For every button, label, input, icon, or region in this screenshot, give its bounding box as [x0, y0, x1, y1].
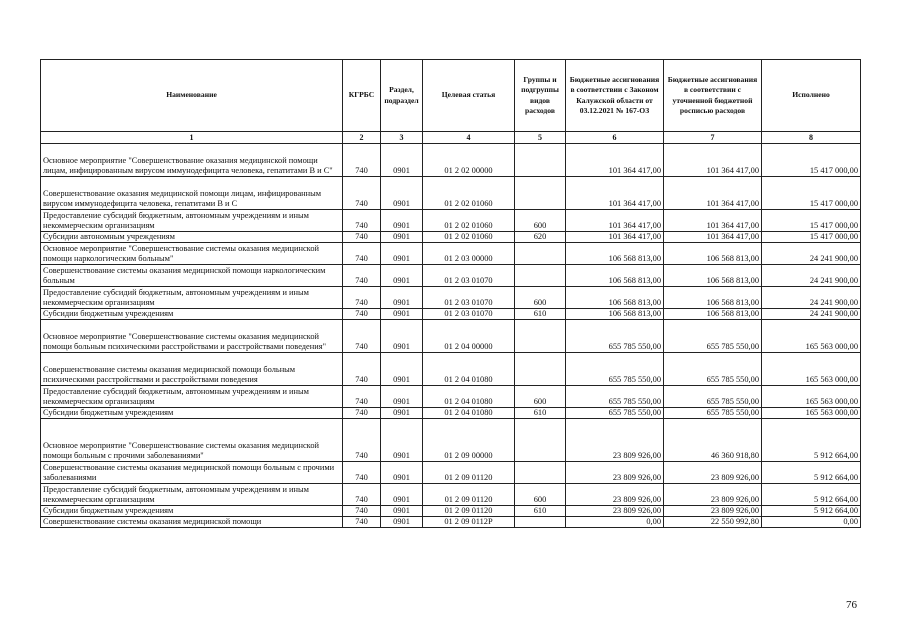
row-expense-group: 610 [515, 506, 566, 517]
row-plan-amount: 106 568 813,00 [664, 243, 762, 265]
row-kgrbs: 740 [343, 309, 381, 320]
row-expense-group [515, 320, 566, 353]
row-name: Субсидии бюджетным учреждениям [41, 408, 343, 419]
row-target-article: 01 2 02 01060 [423, 177, 515, 210]
row-plan-amount: 101 364 417,00 [664, 144, 762, 177]
row-name: Совершенствование оказания медицинской помощи лицам, инфицированным вирусом иммунодефицита человека, гепатитами В и С [41, 177, 343, 210]
row-executed-amount: 165 563 000,00 [762, 353, 861, 386]
row-section: 0901 [381, 517, 423, 528]
row-name: Предоставление субсидий бюджетным, автономным учреждениям и иным некоммерческим организациям [41, 210, 343, 232]
row-plan-amount: 23 809 926,00 [664, 484, 762, 506]
row-section: 0901 [381, 484, 423, 506]
row-law-amount: 106 568 813,00 [566, 287, 664, 309]
row-executed-amount: 15 417 000,00 [762, 210, 861, 232]
row-plan-amount: 23 809 926,00 [664, 506, 762, 517]
row-target-article: 01 2 04 01080 [423, 408, 515, 419]
row-executed-amount: 5 912 664,00 [762, 462, 861, 484]
row-expense-group: 600 [515, 287, 566, 309]
row-target-article: 01 2 09 01120 [423, 506, 515, 517]
table-row [41, 353, 861, 386]
row-target-article: 01 2 03 01070 [423, 265, 515, 287]
row-kgrbs: 740 [343, 287, 381, 309]
row-target-article: 01 2 09 01120 [423, 484, 515, 506]
row-plan-amount: 655 785 550,00 [664, 408, 762, 419]
row-law-amount: 23 809 926,00 [566, 419, 664, 462]
column-number: 4 [423, 132, 515, 144]
header-name: Наименование [41, 60, 343, 132]
row-section: 0901 [381, 320, 423, 353]
row-expense-group: 600 [515, 484, 566, 506]
row-law-amount: 23 809 926,00 [566, 506, 664, 517]
row-expense-group [515, 243, 566, 265]
header-section: Раздел, подраздел [381, 60, 423, 132]
row-section: 0901 [381, 419, 423, 462]
row-section: 0901 [381, 210, 423, 232]
row-expense-group: 610 [515, 309, 566, 320]
row-plan-amount: 106 568 813,00 [664, 265, 762, 287]
row-expense-group: 620 [515, 232, 566, 243]
table-row [41, 419, 861, 462]
column-number-row [41, 132, 861, 144]
header-refined-allocations: Бюджетные ассигнования в соответствии с уточненной бюджетной росписью расходов [664, 60, 762, 132]
row-target-article: 01 2 03 01070 [423, 309, 515, 320]
column-number: 6 [566, 132, 664, 144]
row-plan-amount: 106 568 813,00 [664, 309, 762, 320]
row-executed-amount: 15 417 000,00 [762, 232, 861, 243]
table-row [41, 287, 861, 309]
row-name: Предоставление субсидий бюджетным, автономным учреждениям и иным некоммерческим организациям [41, 386, 343, 408]
table-row [41, 210, 861, 232]
row-kgrbs: 740 [343, 419, 381, 462]
row-law-amount: 106 568 813,00 [566, 309, 664, 320]
row-expense-group [515, 144, 566, 177]
table-row [41, 309, 861, 320]
row-section: 0901 [381, 144, 423, 177]
row-executed-amount: 165 563 000,00 [762, 386, 861, 408]
row-kgrbs: 740 [343, 232, 381, 243]
row-expense-group [515, 265, 566, 287]
row-plan-amount: 106 568 813,00 [664, 287, 762, 309]
column-number: 3 [381, 132, 423, 144]
row-executed-amount: 5 912 664,00 [762, 484, 861, 506]
row-expense-group [515, 353, 566, 386]
row-expense-group [515, 517, 566, 528]
row-kgrbs: 740 [343, 177, 381, 210]
row-plan-amount: 655 785 550,00 [664, 386, 762, 408]
column-number: 7 [664, 132, 762, 144]
row-expense-group [515, 177, 566, 210]
budget-execution-table [40, 59, 861, 528]
row-kgrbs: 740 [343, 243, 381, 265]
row-executed-amount: 24 241 900,00 [762, 287, 861, 309]
row-kgrbs: 740 [343, 144, 381, 177]
row-name: Субсидии бюджетным учреждениям [41, 506, 343, 517]
row-target-article: 01 2 03 01070 [423, 287, 515, 309]
row-executed-amount: 24 241 900,00 [762, 243, 861, 265]
row-name: Основное мероприятие "Совершенствование системы оказания медицинской помощи больным с прочими заболеваниями" [41, 419, 343, 462]
header-kgrbs: КГРБС [343, 60, 381, 132]
row-expense-group: 600 [515, 210, 566, 232]
row-law-amount: 655 785 550,00 [566, 408, 664, 419]
table-row [41, 462, 861, 484]
row-target-article: 01 2 09 0112Р [423, 517, 515, 528]
table-row [41, 177, 861, 210]
row-section: 0901 [381, 353, 423, 386]
table-row [41, 386, 861, 408]
row-plan-amount: 101 364 417,00 [664, 232, 762, 243]
row-target-article: 01 2 03 00000 [423, 243, 515, 265]
row-law-amount: 655 785 550,00 [566, 353, 664, 386]
row-kgrbs: 740 [343, 353, 381, 386]
row-kgrbs: 740 [343, 265, 381, 287]
row-target-article: 01 2 04 00000 [423, 320, 515, 353]
page-number: 76 [846, 599, 857, 611]
row-expense-group: 610 [515, 408, 566, 419]
row-kgrbs: 740 [343, 408, 381, 419]
row-law-amount: 106 568 813,00 [566, 265, 664, 287]
row-target-article: 01 2 04 01080 [423, 386, 515, 408]
row-plan-amount: 23 809 926,00 [664, 462, 762, 484]
row-name: Совершенствование системы оказания медицинской помощи наркологическим больным [41, 265, 343, 287]
row-section: 0901 [381, 243, 423, 265]
row-name: Совершенствование системы оказания медицинской помощи больным с прочими заболеваниями [41, 462, 343, 484]
table-row [41, 232, 861, 243]
row-expense-group [515, 419, 566, 462]
table-row [41, 320, 861, 353]
column-number: 8 [762, 132, 861, 144]
row-law-amount: 23 809 926,00 [566, 462, 664, 484]
column-number: 1 [41, 132, 343, 144]
row-target-article: 01 2 09 01120 [423, 462, 515, 484]
row-kgrbs: 740 [343, 386, 381, 408]
row-plan-amount: 101 364 417,00 [664, 210, 762, 232]
row-section: 0901 [381, 462, 423, 484]
row-executed-amount: 24 241 900,00 [762, 265, 861, 287]
header-row [41, 60, 861, 132]
row-law-amount: 0,00 [566, 517, 664, 528]
row-plan-amount: 101 364 417,00 [664, 177, 762, 210]
column-number: 2 [343, 132, 381, 144]
row-kgrbs: 740 [343, 210, 381, 232]
table-row [41, 517, 861, 528]
row-expense-group [515, 462, 566, 484]
table-row [41, 408, 861, 419]
header-law-allocations: Бюджетные ассигнования в соответствии с Законом Калужской области от 03.12.2021 № 167-ОЗ [566, 60, 664, 132]
row-name: Предоставление субсидий бюджетным, автономным учреждениям и иным некоммерческим организациям [41, 484, 343, 506]
row-law-amount: 106 568 813,00 [566, 243, 664, 265]
row-section: 0901 [381, 408, 423, 419]
row-kgrbs: 740 [343, 462, 381, 484]
header-target-article: Целевая статья [423, 60, 515, 132]
row-target-article: 01 2 02 01060 [423, 210, 515, 232]
row-executed-amount: 24 241 900,00 [762, 309, 861, 320]
table-row [41, 506, 861, 517]
row-executed-amount: 15 417 000,00 [762, 144, 861, 177]
row-section: 0901 [381, 232, 423, 243]
row-section: 0901 [381, 287, 423, 309]
table-row [41, 484, 861, 506]
row-name: Совершенствование системы оказания медицинской помощи больным психическими расстройствами и расстройствами поведения [41, 353, 343, 386]
row-target-article: 01 2 04 01080 [423, 353, 515, 386]
row-expense-group: 600 [515, 386, 566, 408]
row-law-amount: 655 785 550,00 [566, 386, 664, 408]
row-section: 0901 [381, 386, 423, 408]
row-name: Предоставление субсидий бюджетным, автономным учреждениям и иным некоммерческим организациям [41, 287, 343, 309]
row-law-amount: 23 809 926,00 [566, 484, 664, 506]
row-target-article: 01 2 02 00000 [423, 144, 515, 177]
header-executed: Исполнено [762, 60, 861, 132]
header-expense-group: Группы и подгруппы видов расходов [515, 60, 566, 132]
row-law-amount: 101 364 417,00 [566, 177, 664, 210]
row-section: 0901 [381, 309, 423, 320]
row-name: Субсидии бюджетным учреждениям [41, 309, 343, 320]
row-kgrbs: 740 [343, 484, 381, 506]
row-executed-amount: 5 912 664,00 [762, 506, 861, 517]
row-kgrbs: 740 [343, 517, 381, 528]
row-section: 0901 [381, 177, 423, 210]
row-plan-amount: 22 550 992,80 [664, 517, 762, 528]
row-kgrbs: 740 [343, 320, 381, 353]
row-target-article: 01 2 09 00000 [423, 419, 515, 462]
row-name: Субсидии автономным учреждениям [41, 232, 343, 243]
row-plan-amount: 46 360 918,80 [664, 419, 762, 462]
row-name: Совершенствование системы оказания медицинской помощи [41, 517, 343, 528]
row-law-amount: 101 364 417,00 [566, 232, 664, 243]
row-target-article: 01 2 02 01060 [423, 232, 515, 243]
row-plan-amount: 655 785 550,00 [664, 320, 762, 353]
table-row [41, 265, 861, 287]
row-plan-amount: 655 785 550,00 [664, 353, 762, 386]
row-executed-amount: 165 563 000,00 [762, 320, 861, 353]
column-number: 5 [515, 132, 566, 144]
table-row [41, 144, 861, 177]
row-name: Основное мероприятие "Совершенствование системы оказания медицинской помощи наркологическим больным" [41, 243, 343, 265]
row-law-amount: 655 785 550,00 [566, 320, 664, 353]
row-executed-amount: 165 563 000,00 [762, 408, 861, 419]
row-executed-amount: 15 417 000,00 [762, 177, 861, 210]
table-row [41, 243, 861, 265]
row-section: 0901 [381, 506, 423, 517]
row-executed-amount: 0,00 [762, 517, 861, 528]
row-name: Основное мероприятие "Совершенствование системы оказания медицинской помощи больным психическими расстройствами и расстройствами поведения" [41, 320, 343, 353]
row-kgrbs: 740 [343, 506, 381, 517]
row-executed-amount: 5 912 664,00 [762, 419, 861, 462]
row-section: 0901 [381, 265, 423, 287]
row-law-amount: 101 364 417,00 [566, 144, 664, 177]
row-name: Основное мероприятие "Совершенствование оказания медицинской помощи лицам, инфицированным вирусом иммунодефицита человека, гепатитами В и С" [41, 144, 343, 177]
row-law-amount: 101 364 417,00 [566, 210, 664, 232]
